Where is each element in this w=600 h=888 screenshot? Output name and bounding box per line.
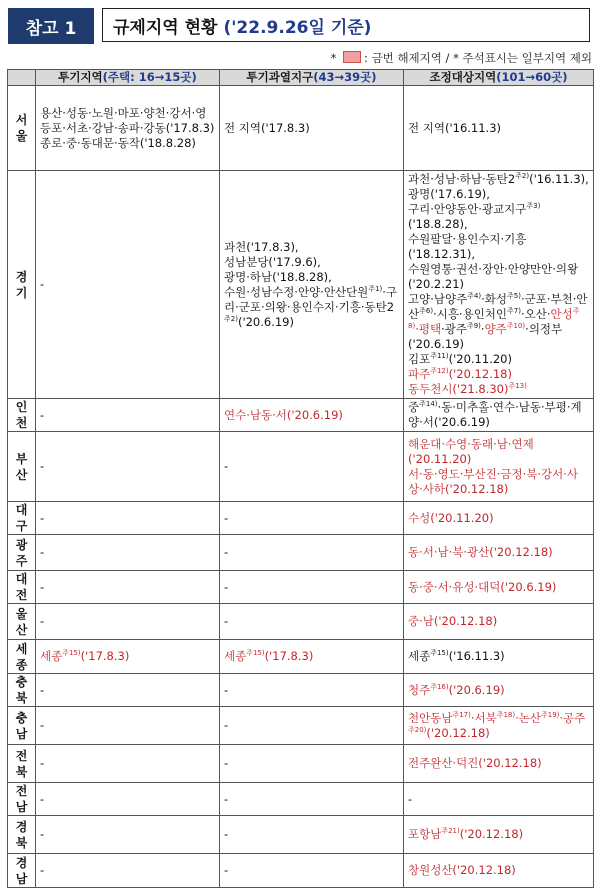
table-cell-c1: - bbox=[36, 707, 220, 745]
table-cell-c3: 전 지역('16.11.3) bbox=[404, 86, 594, 171]
region-cell: 충 남 bbox=[8, 707, 36, 745]
region-cell: 대 전 bbox=[8, 571, 36, 604]
region-cell: 전 남 bbox=[8, 783, 36, 816]
table-cell-c1: - bbox=[36, 171, 220, 399]
region-cell: 경 기 bbox=[8, 171, 36, 399]
table-cell-c1: - bbox=[36, 571, 220, 604]
col-speculation-zone: 투기지역(주택: 16→15곳) bbox=[36, 70, 220, 86]
table-row bbox=[8, 86, 594, 171]
region-cell: 인 천 bbox=[8, 399, 36, 432]
legend-note: / * 주석표시는 일부지역 제외 bbox=[445, 51, 592, 65]
table-row bbox=[8, 571, 594, 604]
table-row bbox=[8, 171, 594, 399]
table-cell-c2: 과천('17.8.3), 성남분당('17.9.6), 광명·하남('18.8.28), 수원·성남수정·안양·안산단원$^{주1)}$·구리·군포·의왕·용인수지·기흥·동탄$2^{주2)}('20.6.19)$ bbox=[220, 171, 404, 399]
table-row bbox=[8, 399, 594, 432]
table-cell-c3: 과천·성남·하남·동탄$2^{주2)}('16.11.3)$, 광명('17.6.19), 구리·안양동안·광교지구$^{주3)}$('18.8.28), 수원팔달·용인수지·기흥('18.12.31), 수원영통·권선·장안·안양만안·의왕('20.2.21) 고양·남양주$^{주4)}$·화성$^{주5)}$·군포·부천·안산$^{주6)}$·시흥·용인처인$^{주7)}$·오산·안성$^{주8)}$·평택·광주$^{주9)}$·양주$^{주10)}$·의정부('20.6.19) 김포$^{주11)}$('20.11.20) 파주$^{주12)}$('20.12.18) 동두천시$('21.8.30)^{주13)}$ bbox=[404, 171, 594, 399]
table-row bbox=[8, 674, 594, 707]
table-cell-c1: 용산·성동·노원·마포·양천·강서·영등포·서초·강남·송파·강동('17.8.3) 종로·중·동대문·동작('18.8.28) bbox=[36, 86, 220, 171]
legend bbox=[8, 50, 592, 66]
regulation-table bbox=[7, 69, 594, 888]
table-cell-c2: - bbox=[220, 854, 404, 888]
title-box bbox=[102, 8, 590, 42]
table-row bbox=[8, 432, 594, 502]
table-cell-c3: 청주$^{주16)}$('20.6.19) bbox=[404, 674, 594, 707]
table-cell-c1: 세종$^{주15)}$('17.8.3) bbox=[36, 640, 220, 674]
table-cell-c1: - bbox=[36, 604, 220, 640]
table-cell-c3: 중$^{주14)}$·동·미추홀·연수·남동·부평·계양·서('20.6.19) bbox=[404, 399, 594, 432]
table-cell-c3: 중·남('20.12.18) bbox=[404, 604, 594, 640]
region-cell: 부 산 bbox=[8, 432, 36, 502]
table-cell-c2: - bbox=[220, 783, 404, 816]
table-cell-c1: - bbox=[36, 783, 220, 816]
table-cell-c1: - bbox=[36, 816, 220, 854]
region-header bbox=[8, 70, 36, 86]
table-cell-c2: - bbox=[220, 502, 404, 535]
region-cell: 충 북 bbox=[8, 674, 36, 707]
table-cell-c2: 세종$^{주15)}$('17.8.3) bbox=[220, 640, 404, 674]
col-overheated-district: 투기과열지구(43→39곳) bbox=[220, 70, 404, 86]
region-cell: 경 북 bbox=[8, 816, 36, 854]
table-cell-c2: - bbox=[220, 707, 404, 745]
table-cell-c1: - bbox=[36, 502, 220, 535]
table-row bbox=[8, 502, 594, 535]
page-header bbox=[8, 8, 592, 44]
table-cell-c3: - bbox=[404, 783, 594, 816]
table-cell-c3: 해운대·수영·동래·남·연제('20.11.20) 서·동·영도·부산진·금정·북·강서·사상·사하('20.12.18) bbox=[404, 432, 594, 502]
region-cell: 서 울 bbox=[8, 86, 36, 171]
reference-tag: 참고 1 bbox=[8, 8, 94, 44]
table-cell-c3: 동·서·남·북·광산('20.12.18) bbox=[404, 535, 594, 571]
region-cell: 세 종 bbox=[8, 640, 36, 674]
page-title: 규제지역 현황 bbox=[113, 17, 218, 38]
table-cell-c1: - bbox=[36, 399, 220, 432]
table-row bbox=[8, 745, 594, 783]
table-cell-c1: - bbox=[36, 745, 220, 783]
title-date: ('22.9.26일 기준) bbox=[223, 17, 372, 38]
table-cell-c2: - bbox=[220, 604, 404, 640]
table-cell-c3: 창원성산('20.12.18) bbox=[404, 854, 594, 888]
table-cell-c2: - bbox=[220, 674, 404, 707]
legend-star: * bbox=[330, 51, 337, 65]
table-cell-c1: - bbox=[36, 432, 220, 502]
table-header-row bbox=[8, 70, 594, 86]
table-cell-c3: 전주완산·덕진('20.12.18) bbox=[404, 745, 594, 783]
region-cell: 전 북 bbox=[8, 745, 36, 783]
region-cell: 대 구 bbox=[8, 502, 36, 535]
table-row bbox=[8, 707, 594, 745]
region-cell: 경 남 bbox=[8, 854, 36, 888]
table-cell-c2: - bbox=[220, 571, 404, 604]
table-row bbox=[8, 816, 594, 854]
table-cell-c1: - bbox=[36, 535, 220, 571]
table-cell-c1: - bbox=[36, 854, 220, 888]
table-cell-c3: 동·중·서·유성·대덕('20.6.19) bbox=[404, 571, 594, 604]
table-row bbox=[8, 535, 594, 571]
table-cell-c1: - bbox=[36, 674, 220, 707]
table-row bbox=[8, 783, 594, 816]
table-row bbox=[8, 640, 594, 674]
table-cell-c2: - bbox=[220, 745, 404, 783]
region-cell: 울 산 bbox=[8, 604, 36, 640]
col-adjustment-area: 조정대상지역(101→60곳) bbox=[404, 70, 594, 86]
table-cell-c3: 수성('20.11.20) bbox=[404, 502, 594, 535]
table-row bbox=[8, 604, 594, 640]
table-cell-c2: - bbox=[220, 535, 404, 571]
table-cell-c2: 전 지역('17.8.3) bbox=[220, 86, 404, 171]
table-cell-c2: - bbox=[220, 432, 404, 502]
legend-swatch-text: : 금번 해제지역 bbox=[364, 51, 442, 65]
table-row bbox=[8, 854, 594, 888]
table-cell-c2: - bbox=[220, 816, 404, 854]
table-cell-c3: 세종$^{주15)}$('16.11.3) bbox=[404, 640, 594, 674]
released-swatch-icon bbox=[343, 51, 361, 63]
table-cell-c3: 천안동남$^{주17)}$·서북$^{주18)}$·논산$^{주19)}$·공주$^{주20)}$('20.12.18) bbox=[404, 707, 594, 745]
region-cell: 광 주 bbox=[8, 535, 36, 571]
table-cell-c2: 연수·남동·서('20.6.19) bbox=[220, 399, 404, 432]
table-cell-c3: 포항남$^{주21)}$('20.12.18) bbox=[404, 816, 594, 854]
